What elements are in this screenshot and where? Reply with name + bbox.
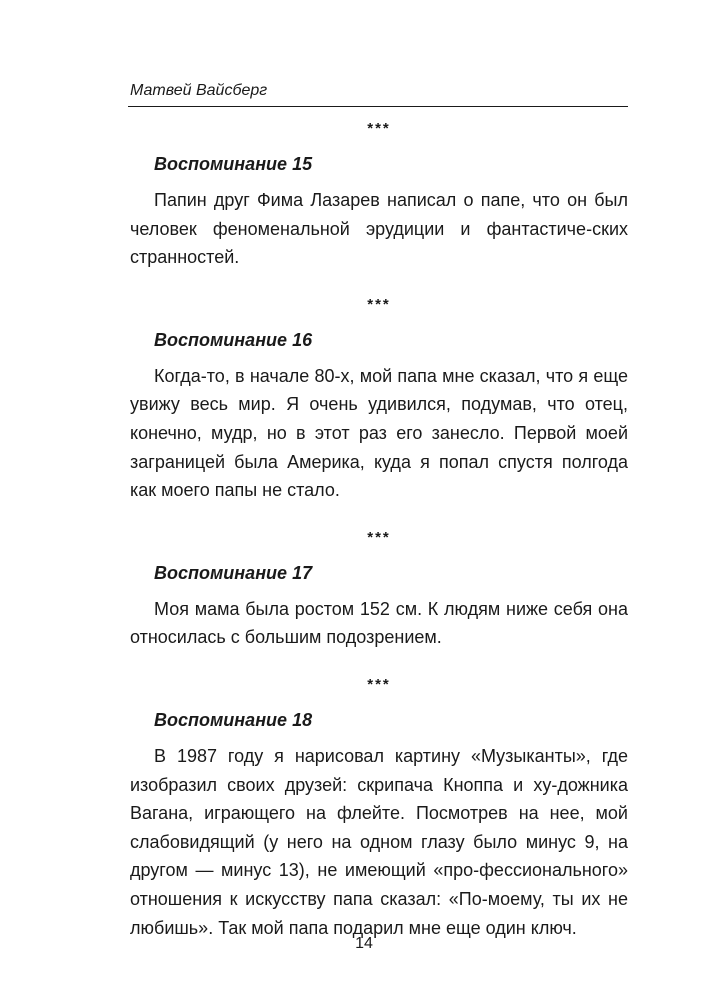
entry-title: Воспоминание 15 (154, 154, 313, 174)
separator: *** (367, 120, 391, 137)
text-column (130, 118, 628, 942)
entry-body: В 1987 году я нарисовал картину «Музыканты», где изобразил своих друзей: скрипача Кноппа и ху-дожника Вагана, играющего на флейте. Посмотрев на нее, мой слабовидящий (у него на одном глазу было минус 9, на другом — минус 13), не имеющий «про-фессионального» отношения к искусству папа сказал: «По-моему, ты их не любишь». Так мой папа подарил мне еще один ключ. (130, 745, 628, 938)
page-number: 14 (355, 935, 373, 952)
entry-body: Моя мама была ростом 152 см. К людям ниже себя она относилась с большим подозрением. (130, 598, 628, 648)
running-header-author: Матвей Вайсберг (130, 82, 268, 99)
entry-title: Воспоминание 18 (154, 709, 313, 730)
entry-body: Когда-то, в начале 80-х, мой папа мне сказал, что я еще увижу весь мир. Я очень удивился, подумав, что отец, конечно, мудр, но в этот раз его занесло. Первой моей заграницей была Америка, куда я попал спустя полгода как моего папы не стало. (130, 365, 628, 501)
entry-title: Воспоминание 16 (154, 329, 313, 350)
entry-title: Воспоминание 17 (154, 562, 313, 583)
separator: *** (367, 528, 391, 546)
header-rule (128, 106, 628, 107)
separator: *** (367, 675, 391, 693)
separator: *** (367, 295, 391, 313)
entry-body: Папин друг Фима Лазарев написал о папе, что он был человек феноменальной эрудиции и фантастиче-ских странностей. (130, 190, 628, 268)
